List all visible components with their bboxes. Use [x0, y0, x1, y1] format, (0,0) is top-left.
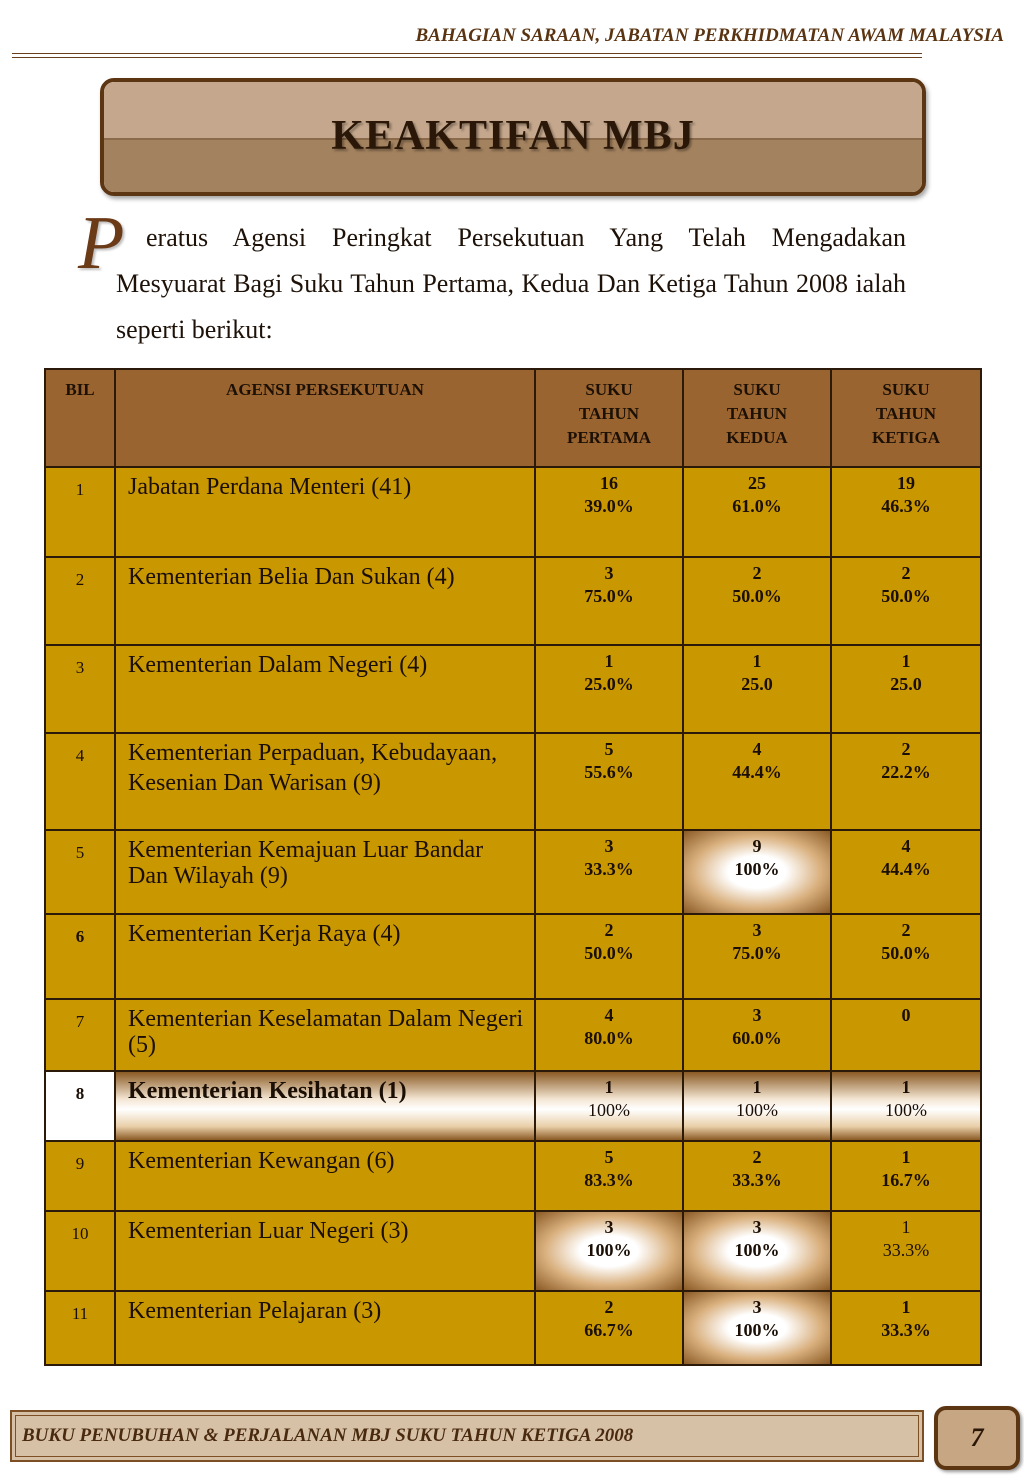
footer-text: BUKU PENUBUHAN & PERJALANAN MBJ SUKU TAHUN KETIGA 2008 — [15, 1415, 919, 1457]
row-q2: 1 25.0 — [683, 645, 831, 733]
footer-bar — [10, 1410, 924, 1462]
row-q1: 1 100% — [535, 1071, 683, 1141]
mbj-activity-table — [44, 368, 982, 1366]
row-agency: Jabatan Perdana Menteri (41) — [115, 467, 535, 557]
header-q3: SUKU TAHUN KETIGA — [831, 369, 981, 467]
row-agency: Kementerian Dalam Negeri (4) — [115, 645, 535, 733]
table-row — [45, 1141, 981, 1211]
table-header-row — [45, 369, 981, 467]
row-q3: 2 22.2% — [831, 733, 981, 830]
row-q2: 3 60.0% — [683, 999, 831, 1071]
row-q1: 5 83.3% — [535, 1141, 683, 1211]
title-banner — [100, 78, 926, 196]
row-q2: 1 100% — [683, 1071, 831, 1141]
row-q1: 3 75.0% — [535, 557, 683, 645]
row-q3: 1 33.3% — [831, 1211, 981, 1291]
row-q1: 2 50.0% — [535, 914, 683, 998]
row-q2: 2 50.0% — [683, 557, 831, 645]
row-bil: 5 — [45, 830, 115, 914]
table-row — [45, 914, 981, 998]
table-row — [45, 999, 981, 1071]
row-q3: 4 44.4% — [831, 830, 981, 914]
row-q1: 4 80.0% — [535, 999, 683, 1071]
table-row — [45, 557, 981, 645]
row-q2: 3 75.0% — [683, 914, 831, 998]
row-q2: 25 61.0% — [683, 467, 831, 557]
row-q2: 3 100% — [683, 1291, 831, 1365]
row-q2: 3 100% — [683, 1211, 831, 1291]
row-bil: 10 — [45, 1211, 115, 1291]
row-q3: 19 46.3% — [831, 467, 981, 557]
row-agency: Kementerian Perpaduan, Kebudayaan, Kesenian Dan Warisan (9) — [115, 733, 535, 830]
row-agency: Kementerian Kesihatan (1) — [115, 1071, 535, 1141]
header-bil: BIL — [45, 369, 115, 467]
row-q1: 5 55.6% — [535, 733, 683, 830]
page-number: 7 — [934, 1406, 1020, 1470]
row-q1: 1 25.0% — [535, 645, 683, 733]
row-q3: 1 16.7% — [831, 1141, 981, 1211]
table-row — [45, 1211, 981, 1291]
row-q1: 3 33.3% — [535, 830, 683, 914]
intro-dropcap: P — [78, 201, 125, 285]
row-bil: 7 — [45, 999, 115, 1071]
row-q3: 1 33.3% — [831, 1291, 981, 1365]
page-title: KEAKTIFAN MBJ — [331, 113, 695, 159]
row-bil: 2 — [45, 557, 115, 645]
row-agency: Kementerian Luar Negeri (3) — [115, 1211, 535, 1291]
row-bil: 11 — [45, 1291, 115, 1365]
row-bil: 9 — [45, 1141, 115, 1211]
header-q2: SUKU TAHUN KEDUA — [683, 369, 831, 467]
row-q1: 2 66.7% — [535, 1291, 683, 1365]
row-q2: 2 33.3% — [683, 1141, 831, 1211]
row-agency: Kementerian Kewangan (6) — [115, 1141, 535, 1211]
header-rule-bottom — [12, 57, 922, 58]
row-bil: 6 — [45, 914, 115, 998]
row-q3: 2 50.0% — [831, 914, 981, 998]
row-q3: 1 100% — [831, 1071, 981, 1141]
row-agency: Kementerian Belia Dan Sukan (4) — [115, 557, 535, 645]
header-q1: SUKU TAHUN PERTAMA — [535, 369, 683, 467]
row-q3: 0 — [831, 999, 981, 1071]
row-q3: 1 25.0 — [831, 645, 981, 733]
table-row — [45, 830, 981, 914]
row-q1: 3 100% — [535, 1211, 683, 1291]
row-q2: 9 100% — [683, 830, 831, 914]
table-row — [45, 645, 981, 733]
row-agency: Kementerian Kemajuan Luar Bandar Dan Wilayah (9) — [115, 830, 535, 914]
table-row — [45, 733, 981, 830]
row-q1: 16 39.0% — [535, 467, 683, 557]
header-department: BAHAGIAN SARAAN, JABATAN PERKHIDMATAN AWAM MALAYSIA — [415, 25, 1004, 46]
row-agency: Kementerian Kerja Raya (4) — [115, 914, 535, 998]
row-agency: Kementerian Pelajaran (3) — [115, 1291, 535, 1365]
row-bil: 3 — [45, 645, 115, 733]
intro-text: eratus Agensi Peringkat Persekutuan Yang Telah Mengadakan Mesyuarat Bagi Suku Tahun Pertama, Kedua Dan Ketiga Tahun 2008 ialah seperti berikut: — [116, 223, 906, 344]
row-agency: Kementerian Keselamatan Dalam Negeri (5) — [115, 999, 535, 1071]
intro-paragraph — [78, 201, 908, 355]
header-rule-top — [12, 53, 922, 54]
row-q3: 2 50.0% — [831, 557, 981, 645]
row-bil: 4 — [45, 733, 115, 830]
row-q2: 4 44.4% — [683, 733, 831, 830]
table-row — [45, 467, 981, 557]
table-row-highlighted — [45, 1071, 981, 1141]
table-row — [45, 1291, 981, 1365]
header-agency: AGENSI PERSEKUTUAN — [115, 369, 535, 467]
row-bil: 8 — [45, 1071, 115, 1141]
row-bil: 1 — [45, 467, 115, 557]
